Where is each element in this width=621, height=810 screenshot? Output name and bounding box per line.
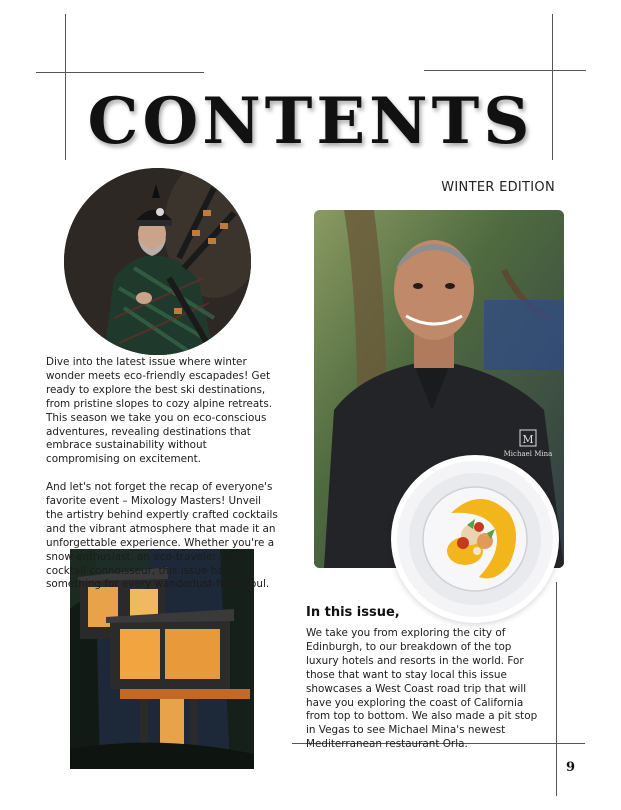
frame-rule-left-horizontal — [36, 72, 204, 73]
page-number: 9 — [566, 760, 576, 775]
jacket-logo: M — [522, 433, 534, 446]
jacket-name: Michael Mina — [503, 450, 553, 458]
in-this-issue-text: We take you from exploring the city of Edinburgh, to our breakdown of the top luxury hotels and resorts in the world. For those that want to stay local this issue showcases a West Coast road trip that will have you exploring the coast of California from top to bottom. We also made a pit stop in Vegas to see Michael Mina's newest Mediterranean restaurant Orla. — [306, 627, 538, 751]
intro-paragraph-1: Dive into the latest issue where winter wonder meets eco-friendly escapades! Get ready to explore the best ski destinations, from pristine slopes to cozy alpine retreats. This season we take you on eco-conscious adventures, revealing destinations that embrace sustainability without compromising on excitement. — [46, 356, 273, 466]
frame-rule-right-horizontal — [424, 70, 586, 71]
intro-text — [46, 356, 278, 606]
dish-plate-photo — [391, 455, 559, 623]
edition-label: WINTER EDITION — [441, 180, 555, 195]
in-this-issue-heading: In this issue, — [306, 605, 400, 620]
page-title: CONTENTS — [87, 84, 534, 159]
bagpiper-photo — [64, 168, 251, 355]
intro-paragraph-2: And let's not forget the recap of everyone's favorite event – Mixology Masters! Unveil the artistry behind expertly crafted cocktails and the vibrant atmosphere that made it an unforgettable experience. Whether you're a snow enthusiast, an eco-traveler, or a cocktail connoisseur, this issue has something for every wanderlust-filled soul. — [46, 481, 278, 591]
